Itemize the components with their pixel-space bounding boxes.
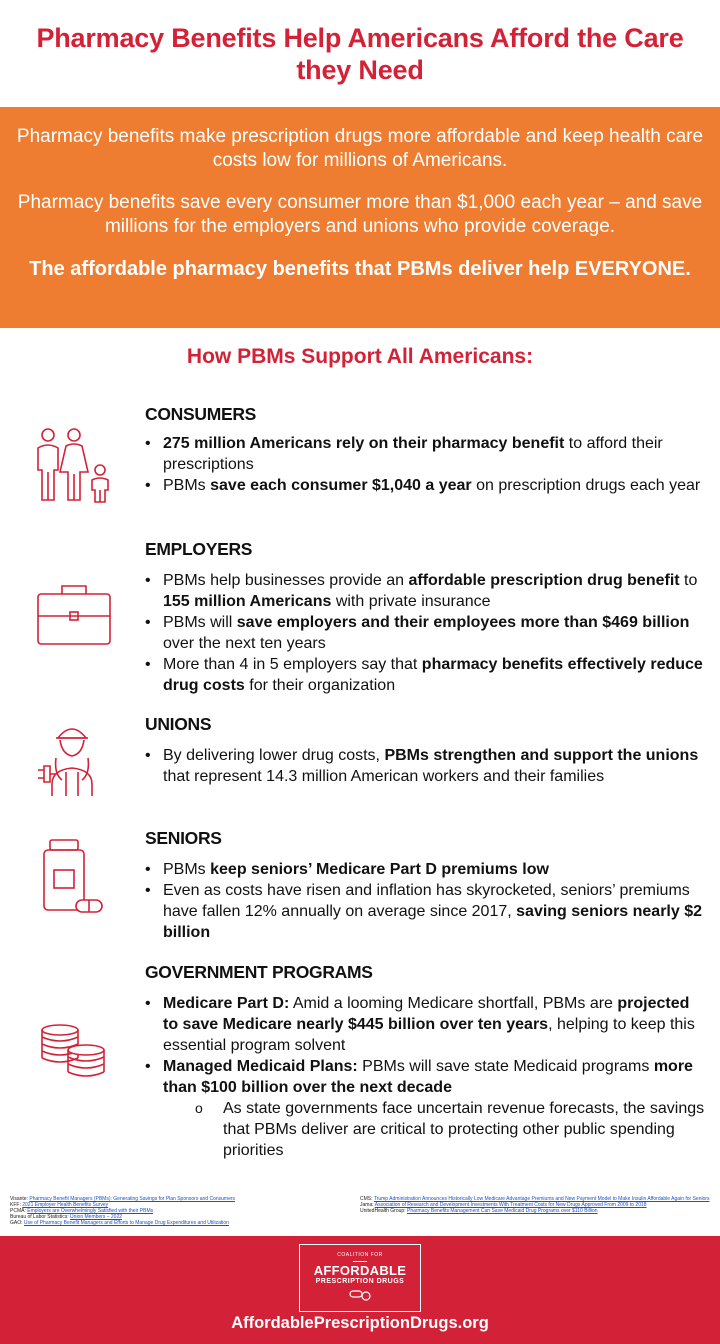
- ref-link[interactable]: Association of Research and Development Investments With Treatment Costs for New Drugs Approved From 2009 to 2018: [374, 1202, 647, 1208]
- government-bullet-1: [145, 993, 705, 1056]
- seniors-section: [145, 828, 705, 943]
- employers-bullet-1: [145, 570, 705, 612]
- text: More than 4 in 5 employers say that: [163, 656, 422, 673]
- footer: [0, 1236, 720, 1344]
- bold-text: pharmacy benefits effectively reduce drug costs: [163, 656, 703, 694]
- employers-bullet-2: [145, 612, 705, 654]
- bold-text: saving seniors nearly $2 billion: [163, 903, 703, 941]
- ref-link[interactable]: Union Members – 2022: [70, 1214, 123, 1220]
- seniors-bullet-1: [145, 859, 705, 880]
- ref-source: Visante:: [10, 1196, 30, 1202]
- text: with private insurance: [331, 593, 491, 610]
- unions-section: [145, 714, 705, 787]
- seniors-bullet-2: [145, 880, 705, 943]
- bold-text: save employers and their employees more than $469 billion: [236, 614, 690, 631]
- employers-section: [145, 539, 705, 696]
- employers-title: EMPLOYERS: [145, 539, 253, 559]
- bold-text: save each consumer $1,040 a year: [210, 477, 472, 494]
- government-bullet-2: [145, 1056, 705, 1098]
- text: to afford their prescriptions: [163, 435, 663, 473]
- logo-mid-text: PRESCRIPTION DRUGS: [315, 1278, 405, 1285]
- text: PBMs help businesses provide an: [163, 572, 409, 589]
- bold-text: keep seniors’ Medicare Part D premiums low: [210, 861, 549, 878]
- bold-text: affordable prescription drug benefit: [408, 572, 680, 589]
- text: PBMs will save state Medicaid programs: [357, 1058, 654, 1075]
- logo-big-text: AFFORDABLE: [313, 1263, 407, 1278]
- coins-icon: [38, 1022, 110, 1080]
- pill-logo-icon: [300, 1288, 420, 1306]
- bold-text: Managed Medicaid Plans:: [163, 1058, 358, 1075]
- reference-item: [10, 1220, 340, 1226]
- text: PBMs: [163, 477, 211, 494]
- bold-text: PBMs strengthen and support the unions: [384, 747, 699, 764]
- ref-source: Bureau of Labor Statistics:: [10, 1214, 71, 1220]
- employers-bullet-3: [145, 654, 705, 696]
- text: Even as costs have risen and inflation has skyrocketed, seniors’ premiums have fallen 12% annually on average since 2017,: [163, 882, 690, 920]
- text: on prescription drugs each year: [471, 477, 701, 494]
- text: for their organization: [244, 677, 396, 694]
- text: PBMs will: [163, 614, 237, 631]
- ref-link[interactable]: 2021 Employer Health Benefits Survey: [22, 1202, 109, 1208]
- ref-link[interactable]: Trump Administration Announces Historically Low Medicare Advantage Premiums and New Payment Model to Make Insulin Affordable Again for Seniors: [373, 1196, 710, 1202]
- ref-source: GAO:: [10, 1220, 24, 1226]
- text: PBMs: [163, 861, 211, 878]
- pill-bottle-icon: [40, 838, 104, 916]
- references-right: [360, 1196, 710, 1214]
- section-heading: How PBMs Support All Americans:: [186, 345, 534, 368]
- banner-paragraph-2: Pharmacy benefits save every consumer more than $1,000 each year – and save millions for the employers and unions who provide coverage.: [17, 192, 703, 237]
- intro-banner: [0, 107, 720, 328]
- unions-bullet-1: [145, 745, 705, 787]
- worker-icon: [36, 718, 108, 798]
- ref-link[interactable]: Pharmacy Benefits Management Can Save Medicaid Drug Programs over $110 Billion: [406, 1208, 598, 1214]
- family-icon: [34, 426, 116, 504]
- text: that represent 14.3 million American workers and their families: [163, 768, 605, 785]
- banner-paragraph-3: The affordable pharmacy benefits that PBMs deliver help EVERYONE.: [29, 258, 691, 280]
- government-sub-bullet-1: o As state governments face uncertain revenue forecasts, the savings that PBMs deliver are critical to protecting other public spending priorities: [195, 1098, 705, 1161]
- bold-text: projected to save Medicare nearly $445 billion over ten years: [163, 995, 690, 1033]
- ref-source: UnitedHealth Group:: [360, 1208, 407, 1214]
- reference-item: [360, 1208, 710, 1214]
- text: By delivering lower drug costs,: [163, 747, 385, 764]
- ref-source: CMS:: [360, 1196, 374, 1202]
- government-section: [145, 962, 705, 1161]
- ref-source: PCMA:: [10, 1208, 28, 1214]
- government-title: GOVERNMENT PROGRAMS: [145, 962, 373, 982]
- logo-divider: [353, 1261, 367, 1262]
- ref-link[interactable]: Employers are Overwhelmingly Satisfied with their PBMs: [27, 1208, 154, 1214]
- banner-paragraph-1: Pharmacy benefits make prescription drugs more affordable and keep health care costs low for millions of Americans.: [16, 126, 704, 171]
- text: , helping to keep this essential program solvent: [163, 1016, 695, 1054]
- consumers-title: CONSUMERS: [145, 404, 257, 424]
- consumers-bullet-2: [145, 475, 705, 496]
- ref-link[interactable]: Pharmacy Benefit Managers (PBMs): Generating Savings for Plan Sponsors and Consumers: [29, 1196, 236, 1202]
- text: Amid a looming Medicare shortfall, PBMs are: [289, 995, 618, 1012]
- page-title: Pharmacy Benefits Help Americans Afford the Care they Need: [36, 23, 684, 85]
- coalition-logo: [299, 1244, 421, 1312]
- website-link[interactable]: AffordablePrescriptionDrugs.org: [231, 1314, 489, 1332]
- unions-title: UNIONS: [145, 714, 212, 734]
- briefcase-icon: [36, 582, 112, 648]
- references-left: [10, 1196, 340, 1226]
- bold-text: 155 million Americans: [163, 593, 332, 610]
- logo-small-text: COALITION FOR: [337, 1252, 383, 1258]
- text: over the next ten years: [163, 635, 326, 652]
- bold-text: 275 million Americans rely on their pharmacy benefit: [163, 435, 565, 452]
- ref-link[interactable]: Use of Pharmacy Benefit Managers and Efforts to Manage Drug Expenditures and Utilization: [23, 1220, 229, 1226]
- bold-text: Medicare Part D:: [163, 995, 290, 1012]
- consumers-section: [145, 404, 705, 496]
- text: to: [679, 572, 698, 589]
- ref-source: KFF:: [10, 1202, 23, 1208]
- ref-source: Jama:: [360, 1202, 375, 1208]
- seniors-title: SENIORS: [145, 828, 222, 848]
- bold-text: more than $100 billion over the next decade: [163, 1058, 693, 1096]
- consumers-bullet-1: [145, 433, 705, 475]
